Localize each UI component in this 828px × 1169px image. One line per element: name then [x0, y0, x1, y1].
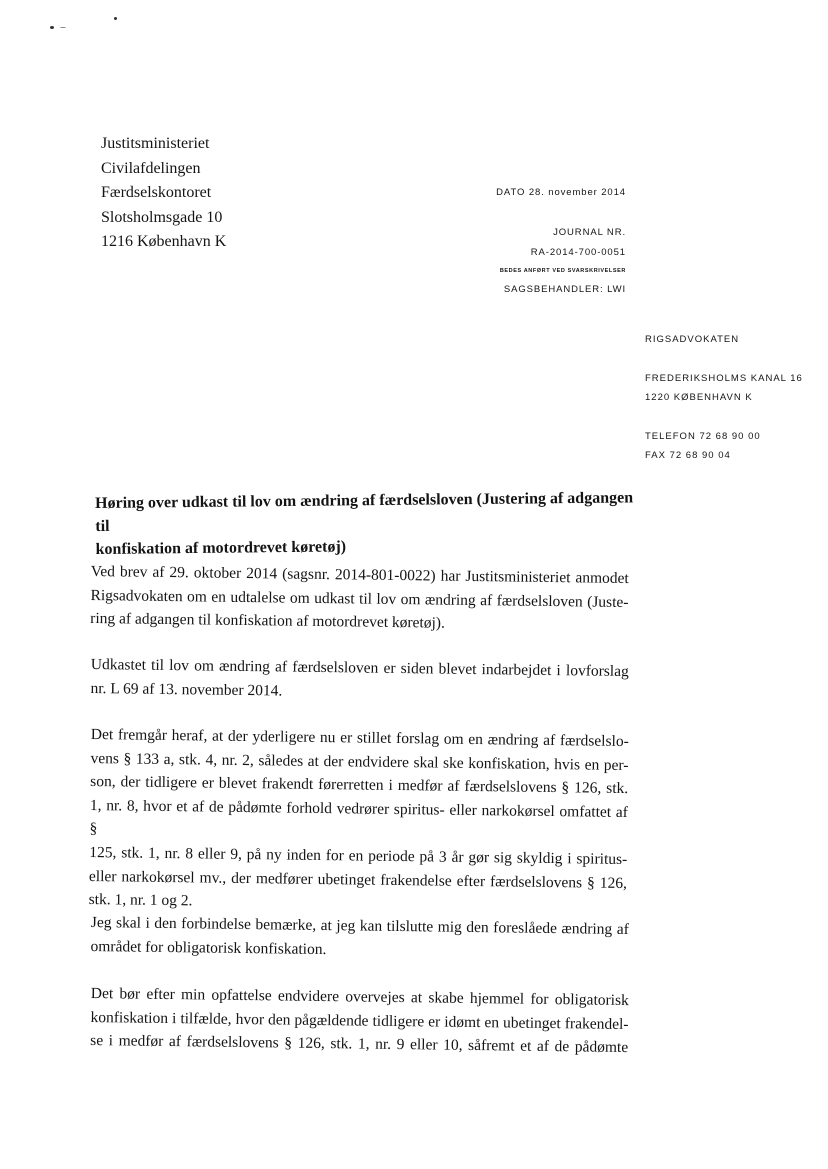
- journal-number: RA-2014-700-0051: [530, 247, 626, 258]
- body-paragraph-4: [90, 911, 629, 965]
- sender-street: FREDERIKSHOLMS KANAL 16: [645, 373, 803, 384]
- paragraph-line: Udkastet til lov om ændring af færdselsloven er siden blevet indarbejdet i lovforslag: [90, 655, 629, 681]
- paragraph-line: Ved brev af 29. oktober 2014 (sagsnr. 2014-801-0022) har Justitsministeriet anmodet: [90, 562, 629, 588]
- recipient-line: 1216 København K: [101, 233, 227, 250]
- paragraph-line: Det fremgår heraf, at der yderligere nu er stillet forslag om en ændring af færdselslo-: [90, 725, 629, 751]
- paragraph-line: Rigsadvokaten om en udtalelse om udkast til lov om ændring af færdselsloven (Juste-: [90, 586, 629, 611]
- body-paragraph-2: [90, 653, 629, 707]
- recipient-line: Justitsministeriet: [101, 135, 210, 152]
- paragraph-line: vens § 133 a, stk. 4, nr. 2, således at der endvidere skal ske konfiskation, hvis en per-: [90, 749, 629, 774]
- body-paragraph-1: [90, 560, 629, 638]
- reference-note: BEDES ANFØRT VED SVARSKRIVELSER: [499, 268, 626, 274]
- recipient-line: Slotsholmsgade 10: [101, 208, 223, 226]
- paragraph-line: 125, stk. 1, nr. 8 eller 9, på ny inden for en periode på 3 år gør sig skyldig i spiritus-: [89, 843, 628, 868]
- recipient-line: Civilafdelingen: [101, 159, 201, 177]
- body-paragraph-3: [89, 723, 629, 919]
- sender-phone: TELEFON 72 68 90 00: [645, 431, 761, 442]
- recipient-address: [101, 132, 226, 255]
- paragraph-line: nr. L 69 af 13. november 2014.: [90, 679, 283, 700]
- subject-line: konfiskation af motordrevet køretøj): [95, 538, 347, 558]
- letter-subject: [95, 486, 636, 561]
- paragraph-line: ring af adgangen til konfiskation af motordrevet køretøj).: [90, 610, 445, 632]
- letter-date: DATO 28. november 2014: [496, 187, 626, 198]
- sender-name: RIGSADVOKATEN: [645, 334, 740, 345]
- paragraph-line: Det bør efter min opfattelse endvidere overvejes at skabe hjemmel for obligatorisk: [90, 984, 629, 1010]
- paragraph-line: konfiskation i tilfælde, hvor den pågældende tidligere er idømt en ubetinget frakendel-: [90, 1008, 629, 1033]
- case-officer: SAGSBEHANDLER: LWI: [503, 284, 626, 295]
- paragraph-line: området for obligatorisk konfiskation.: [90, 937, 327, 958]
- paragraph-line: eller narkokørsel mv., der medfører ubetinget frakendelse efter færdselslovens § 126,: [88, 867, 628, 892]
- paragraph-line: son, der tidligere er blevet frakendt førerretten i medfør af færdselslovens § 126, stk.: [90, 773, 629, 798]
- paragraph-line: stk. 1, nr. 1 og 2.: [88, 891, 193, 910]
- subject-line: Høring over udkast til lov om ændring af færdselsloven (Justering af adgangen til: [95, 489, 634, 535]
- paragraph-line: se i medfør af færdselslovens § 126, stk. 1, nr. 9 eller 10, såfremt et af de pådømte: [90, 1032, 629, 1057]
- journal-label: JOURNAL NR.: [553, 227, 626, 238]
- paragraph-line: 1, nr. 8, hvor et af de pådømte forhold vedrører spiritus- eller narkokørsel omfattet af §: [89, 796, 628, 838]
- sender-city: 1220 KØBENHAVN K: [645, 392, 753, 403]
- sender-fax: FAX 72 68 90 04: [645, 450, 731, 461]
- body-paragraph-5: [90, 982, 629, 1060]
- recipient-line: Færdselskontoret: [101, 184, 212, 201]
- paragraph-line: Jeg skal i den forbindelse bemærke, at jeg kan tilslutte mig den foreslåede ændring af: [90, 913, 629, 939]
